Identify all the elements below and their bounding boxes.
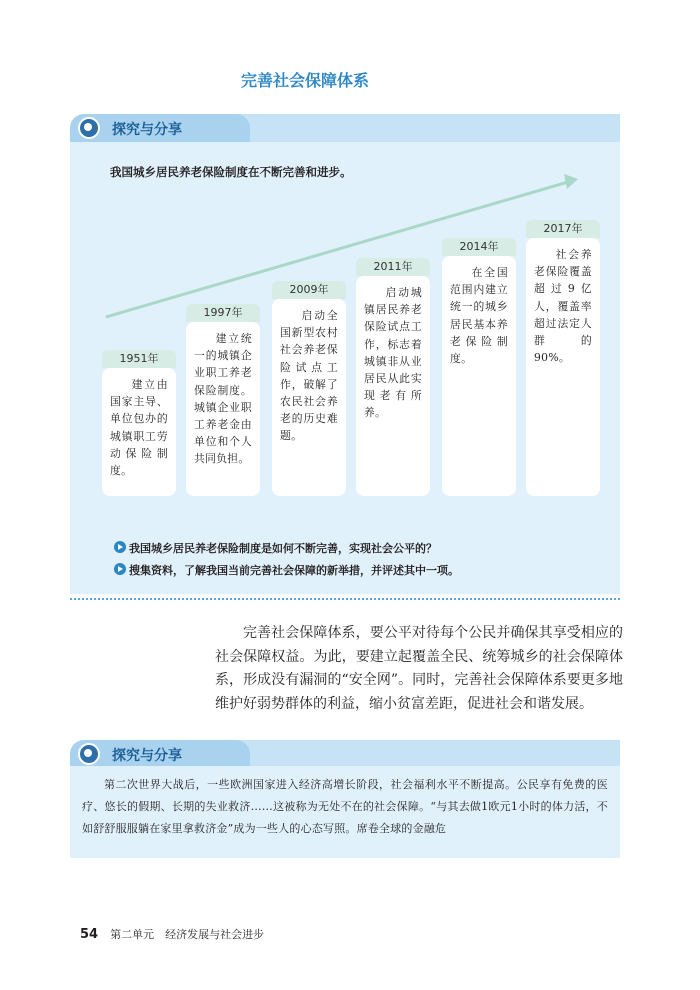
page-footer [80,926,264,942]
body-paragraph: 完善社会保障体系，要公平对待每个公民并确保其享受相应的社会保障权益。为此，要建立起覆盖全民、统筹城乡的社会保障体系，形成没有漏洞的“安全网”。同时，完善社会保障体系要更多地维护好弱势群体的利益，缩小贫富差距，促进社会和谐发展。 [215,625,623,712]
explore-badge [70,114,250,142]
timeline-text: 在全国范围内建立统一的城乡居民基本养老保险制度。 [450,266,508,366]
timeline-year: 2017年 [526,220,600,238]
question-item [114,538,459,560]
explore-text: 第二次世界大战后，一些欧洲国家进入经济高增长阶段，社会福利水平不断提高。公民享有免费的医疗、悠长的假期、长期的失业救济……这被称为无处不在的社会保障。“与其去做1欧元1小时的体力活，不如舒舒服服躺在家里拿救济金”成为一些人的心态写照。席卷全球的金融危 [82,778,608,835]
globe-icon [78,117,100,139]
explore-panel-1 [70,142,620,594]
timeline-card-1997 [186,306,260,496]
arrow-bullet-icon [114,541,126,553]
timeline-card-1951 [102,352,176,496]
explore-label: 探究与分享 [112,122,182,138]
timeline-text: 启动全国新型农村社会养老保险试点工作，破解了农民社会养老的历史难题。 [280,309,338,443]
timeline-text: 建立统一的城镇企业职工养老保险制度。城镇企业职工养老金由单位和个人共同负担。 [194,332,252,466]
explore-intro: 我国城乡居民养老保险制度在不断完善和进步。 [110,165,352,179]
timeline-text: 社会养老保险覆盖超过9亿人，覆盖率超过法定人群的90%。 [534,248,592,365]
globe-icon [78,743,100,765]
question-text: 我国城乡居民养老保险制度是如何不断完善，实现社会公平的？ [129,542,437,555]
unit-title: 第二单元 经济发展与社会进步 [110,928,265,941]
timeline-card-2011 [356,260,430,496]
timeline-year: 1997年 [186,304,260,322]
explore-badge [70,740,250,768]
arrow-bullet-icon [114,563,126,575]
section-title: 完善社会保障体系 [240,71,369,90]
dotted-divider [70,598,620,600]
timeline-year: 2014年 [442,238,516,256]
question-text: 搜集资料，了解我国当前完善社会保障的新举措，并评述其中一项。 [129,564,459,577]
timeline-card-2009 [272,283,346,496]
timeline-text: 建立由国家主导、单位包办的城镇职工劳动保险制度。 [110,378,168,478]
explore-banner-2 [70,740,620,768]
page-number: 54 [80,927,99,942]
explore-panel-2 [70,766,620,858]
question-item [114,560,459,582]
explore-banner-1 [70,114,620,142]
timeline-year: 2011年 [356,258,430,276]
timeline-year: 1951年 [102,350,176,368]
timeline-card-2014 [442,240,516,496]
timeline-year: 2009年 [272,281,346,299]
timeline-card-2017 [526,222,600,496]
timeline-text: 启动城镇居民养老保险试点工作，标志着城镇非从业居民从此实现老有所养。 [364,286,422,420]
explore-label: 探究与分享 [112,748,182,764]
question-list [114,538,459,582]
